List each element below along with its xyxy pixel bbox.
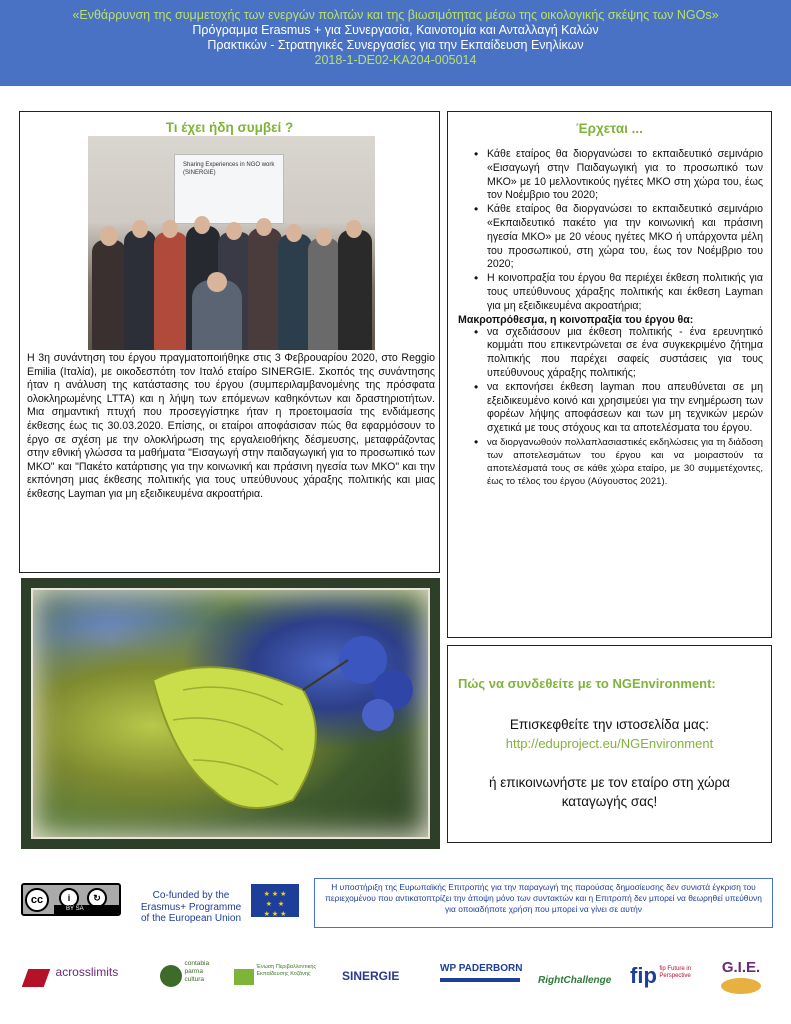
partner-logo-fip: fip fip Future in Perspective [630, 963, 692, 988]
meeting-description: Η 3η συνάντηση του έργου πραγματοποιήθηκε στις 3 Φεβρουαρίου 2020, στο Reggio Emilia (Ιταλία), με οικοδεσπότη τον Ιταλό εταίρο SINERGIE. Σκοπός της συνάντησης ήταν η ανάλυση της κατάστασης του έργου (συμπεριλαμβανομένης της πρόσφατα ολοκληρωμένης LTTA) και η λήψη των επόμενων καθηκόντων και δραστηριοτήτων. Μια σημαντική πτυχή που προσεγγίστηκε ήταν η προετοιμασία της ενδιάμεσης έκθεσης έως τις 30.03.2020. Επίσης, οι εταίροι αποφάσισαν πώς θα εφαρμόσουν το έργο σε σχέση με την ολοκλήρωση της εργαλειοθήκης δέσμευσης, μεταφράζοντας στην εθνική γλώσσα τα μαθήματα "Εισαγωγή στην παιδαγωγική για το προσωπικό των ΜΚΟ" και "Πακέτο κατάρτισης για την κοινωνική και πράσινη ηγεσία των ΜΚΟ" και την εκπόνηση μιας έκθεσης πολιτικής για τους υπεύθυνους χάραξης πολιτικής και μιας έκθεσης Layman για μη εξειδικευμένα ακροατήρια. [27, 352, 435, 500]
partner-logo-rightchallenge: RightChallenge [538, 975, 612, 986]
list-item: • να διοργανωθούν πολλαπλασιαστικές εκδηλώσεις για τη διάδοση των αποτελεσμάτων του έργου και να μοιραστούν τα αποτελέσματά τους σε κάθε χώρα εταίρο, με 30 συμμετέχοντες, έως το τέλος του έργου (Αύγουστος 2021). [458, 436, 763, 488]
partner-logos [20, 957, 775, 1003]
footer-logos [18, 878, 773, 928]
long-term-heading: Μακροπρόθεσμα, η κοινοπραξία του έργου θα: [458, 313, 694, 326]
eu-disclaimer: Η υποστήριξη της Ευρωπαϊκής Επιτροπής για την παραγωγή της παρούσας δημοσίευσης δεν συνιστά έγκριση του περιεχομένου που αντικατοπτρίζει την άποψη μόνο των συντακτών και η Επιτροπή δεν μπορεί να θεωρηθεί υπεύθυνη για οποιαδήποτε χρήση που μπορεί να γίνει σε αυτήν [314, 878, 773, 928]
what-happened-box [19, 111, 440, 573]
partner-logo-acrosslimits: acrosslimits [25, 957, 147, 1003]
partner-logo-kozani: Ένωση Περιβαλλοντικής Εκπαίδευσης Κοζάνης [234, 957, 326, 1003]
project-code: 2018-1-DE02-KA204-005014 [314, 53, 477, 67]
project-title: «Ενθάρρυνση της συμμετοχής των ενεργών πολιτών και της βιωσιμότητας μέσω της οικολογικής σκέψης των NGOs» [72, 8, 719, 22]
butterfly-photo [21, 578, 440, 849]
partner-logo-sinergie: SINERGIE [342, 969, 400, 983]
small-list [458, 436, 763, 488]
partner-logo-parma: contabia parma cultura [160, 957, 222, 1003]
list-item: • Η κοινοπραξία του έργου θα περιέχει έκθεση πολιτικής για τους υπεύθυνους χάραξης πολιτικής και έκθεση Layman για μη εξειδικευμένα ακροατήρια; [458, 272, 763, 313]
by-icon: i [59, 888, 79, 908]
meeting-photo [88, 136, 375, 350]
cofunded-text: Co-funded by the Erasmus+ Programme of the European Union [140, 890, 242, 924]
butterfly-illustration [33, 590, 428, 837]
butterfly-image [31, 588, 430, 839]
projector-screen-text: Sharing Experiences in NGO work (SINERGIE) [183, 162, 275, 176]
list-item: • Κάθε εταίρος θα διοργανώσει το εκπαιδευτικό σεμινάριο «Εκπαιδευτικό πακέτο για την κοινωνική και πράσινη ηγεσία ΜΚΟ» με 20 νέους ηγέτες ΜΚΟ ή υπάρχοντα μέλη του προσωπικού, στη χώρα του, έως τον Νοέμβριο του 2020; [458, 203, 763, 272]
long-term-list [458, 326, 763, 436]
contact-title: Πώς να συνδεθείτε με το NGEnvironment: [458, 676, 716, 691]
coming-up-list [458, 148, 763, 314]
contact-box [447, 645, 772, 843]
list-item: • Κάθε εταίρος θα διοργανώσει το εκπαιδευτικό σεμινάριο «Εισαγωγή στην Παιδαγωγική για το προσωπικό των ΜΚΟ» με 10 μελλοντικούς ηγέτες ΜΚΟ στη χώρα του, έως τον Νοέμβριο του 2020; [458, 148, 763, 203]
what-happened-title: Τι έχει ήδη συμβεί ? [165, 120, 294, 135]
coming-up-title: Έρχεται ... [576, 121, 643, 136]
coming-up-box [447, 111, 772, 638]
cc-license-badge [21, 883, 121, 916]
cc-icon: cc [25, 888, 49, 912]
partner-logo-wp-paderborn: WP PADERBORN [440, 957, 526, 1003]
partner-logo-gie: G.I.E. [710, 957, 772, 1003]
programme-line-1: Πρόγραμμα Erasmus + για Συνεργασία, Καινοτομία και Ανταλλαγή Καλών [192, 23, 599, 37]
header-banner [0, 0, 791, 86]
projector-screen [174, 154, 284, 224]
eu-flag-icon: ★ ★ ★ ★ ★ ★ ★ ★ [251, 884, 299, 917]
contact-partner-text: ή επικοινωνήστε με τον εταίρο στη χώρα καταγωγής σας! [489, 775, 730, 809]
contact-body [448, 715, 771, 811]
visit-text: Επισκεφθείτε την ιστοσελίδα μας: [509, 717, 710, 732]
list-item: • να σχεδιάσουν μια έκθεση πολιτικής - ένα ερευνητικό κομμάτι που επικεντρώνεται σε ένα συγκεκριμένο ζήτημα πολιτικής που παρέχει σαφείς συστάσεις για τους υπεύθυνους χάραξης πολιτικής; [458, 326, 763, 381]
list-item: • να εκπονήσει έκθεση layman που απευθύνεται σε μη εξειδικευμένο κοινό και χρησιμεύει για την ενημέρωση των φορέων λήψης αποφάσεων και των μη τεχνικών μερών σχετικά με τους στόχους και τα αποτελέσματα του έργου. [458, 381, 763, 436]
website-link[interactable]: http://eduproject.eu/NGEnvironment [505, 736, 714, 751]
cc-text: BY SA [54, 905, 121, 914]
programme-line-2: Πρακτικών - Στρατηγικές Συνεργασίες για την Εκπαίδευση Ενηλίκων [207, 38, 584, 52]
sa-icon: ↻ [87, 888, 107, 908]
